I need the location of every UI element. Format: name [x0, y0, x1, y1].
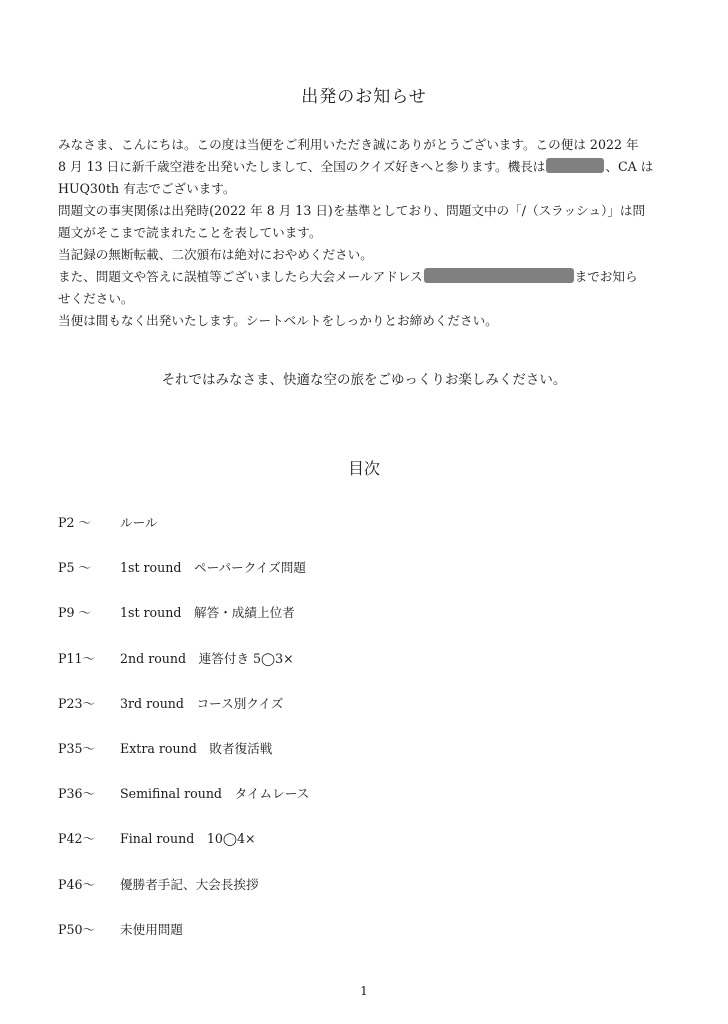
intro-text: また、問題文や答えに誤植等ございましたら大会メールアドレス — [58, 269, 423, 284]
page-number: 1 — [360, 984, 368, 998]
toc-item — [58, 828, 670, 873]
closing-message: それではみなさま、快適な空の旅をごゆっくりお楽しみください。 — [161, 372, 567, 388]
intro-line: せください。 — [58, 291, 134, 306]
intro-line: 当記録の無断転載、二次頒布は絶対におやめください。 — [58, 247, 373, 262]
intro-line: 問題文の事実関係は出発時(2022 年 8 月 13 日)を基準としており、問題文中の「/（スラッシュ）」は問 — [58, 203, 646, 218]
toc-page: P50〜 — [58, 921, 96, 937]
toc-page: P23〜 — [58, 695, 96, 711]
toc-item — [58, 919, 670, 964]
toc-label: Semifinal round タイムレース — [120, 786, 310, 802]
toc-item — [58, 602, 670, 647]
toc-page: P46〜 — [58, 876, 96, 892]
toc-page: P2 〜 — [58, 515, 92, 530]
intro-text: 8 月 13 日に新千歳空港を出発いたしまして、全国のクイズ好きへと参ります。機長は — [58, 159, 546, 174]
toc-item — [58, 557, 670, 602]
document-title: 出発のお知らせ — [301, 87, 427, 107]
toc-item — [58, 783, 670, 828]
intro-line: 題文がそこまで読まれたことを表しています。 — [58, 225, 322, 240]
table-of-contents — [58, 512, 670, 964]
toc-page: P11〜 — [58, 650, 96, 666]
intro-line — [58, 156, 670, 178]
toc-label: 3rd round コース別クイズ — [120, 695, 284, 711]
toc-page: P9 〜 — [58, 605, 92, 621]
toc-item — [58, 738, 670, 783]
redacted-email-address — [424, 268, 574, 283]
intro-line — [58, 266, 670, 288]
toc-label: Final round 10◯4× — [120, 831, 256, 847]
toc-item — [58, 648, 670, 693]
toc-page: P35〜 — [58, 740, 96, 756]
toc-label: ルール — [120, 515, 158, 530]
toc-label: 1st round 解答・成績上位者 — [120, 605, 295, 621]
intro-line: 当便は間もなく出発いたします。シートベルトをしっかりとお締めください。 — [58, 313, 498, 328]
intro-line: みなさま、こんにちは。この度は当便をご利用いただき誠にありがとうございます。この便は 2022 年 — [58, 137, 639, 152]
intro-paragraph — [58, 134, 670, 332]
toc-page: P36〜 — [58, 786, 96, 802]
intro-text: 、CA は — [605, 159, 654, 174]
toc-label: 1st round ペーパークイズ問題 — [120, 560, 306, 576]
toc-label: 未使用問題 — [120, 921, 183, 937]
toc-page: P42〜 — [58, 831, 96, 847]
toc-item — [58, 693, 670, 738]
toc-item — [58, 874, 670, 919]
toc-label: 2nd round 連答付き 5◯3× — [120, 650, 294, 666]
toc-label: Extra round 敗者復活戦 — [120, 740, 273, 756]
redacted-captain-name — [546, 158, 604, 173]
toc-label: 優勝者手記、大会長挨拶 — [120, 876, 259, 892]
toc-item — [58, 512, 670, 557]
toc-title: 目次 — [347, 459, 380, 478]
intro-text: までお知ら — [574, 269, 638, 284]
toc-page: P5 〜 — [58, 560, 92, 576]
intro-line: HUQ30th 有志でございます。 — [58, 181, 236, 196]
